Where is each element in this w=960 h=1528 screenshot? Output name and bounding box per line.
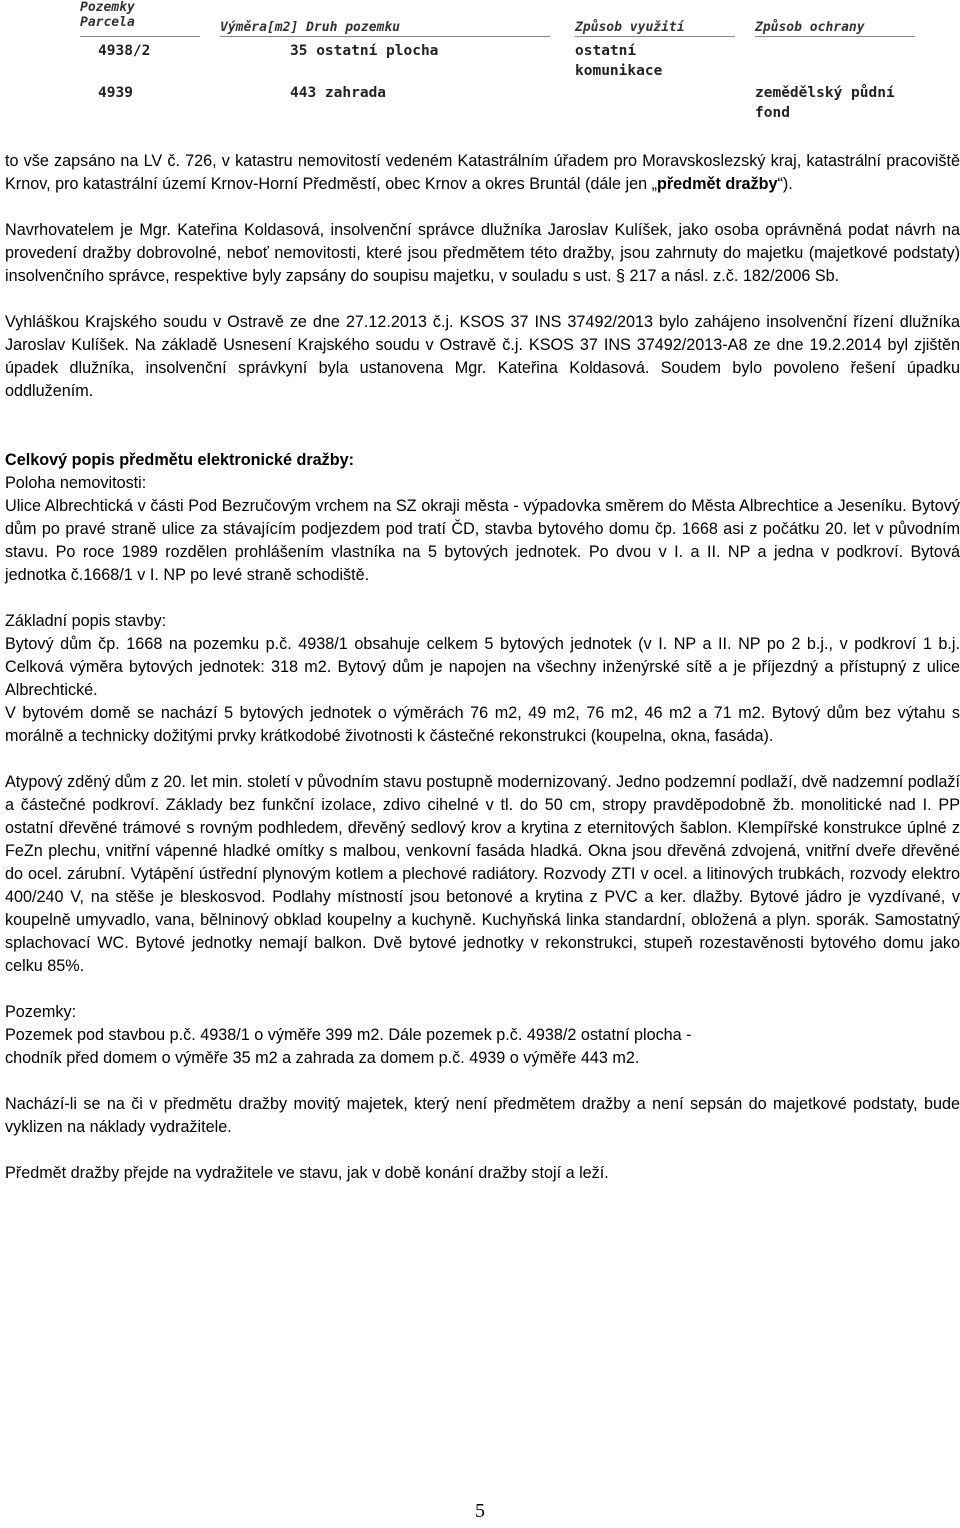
row2-ochrana-2: fond [755, 105, 790, 121]
page-number: 5 [475, 1500, 485, 1522]
row1-parcela: 4938/2 [98, 43, 151, 59]
construction-paragraph: Atypový zděný dům z 20. let min. století v původním stavu postupně modernizovaný. Jedno podzemní podlaží, dvě nadzemní podlaží a částečné podkroví. Základy bez funkční izolace, zdivo cihelné v tl. do 50 cm, stropy pravděpodobně žb. monolitické nad I. PP ostatní dřevěné trámové s rovným podhledem, dřevěný sedlový krov a krytina z eternitových šablon. Klempířské konstrukce úplné z FeZn plechu, vnitřní vápenné hladké omítky s malbou, venkovní fasáda hladká. Okna jsou dřevěná zdvojená, vnitřní dveře dřevěné do ocel. zárubní. Vytápění ústřední plynovým kotlem a plechové radiátory. Rozvody ZTI v ocel. a litinových trubkách, rozvody elektro 400/240 V, na stěše je bleskosvod. Podlahy místností jsou betonové a krytina z PVC a ker. dlažby. Bytové jádro je vyzdívané, v koupelně umyvadlo, vana, bělninový obklad koupelny a kuchyně. Kuchyňská linka standardní, obložená a plyn. sporák. Samostatný splachovací WC. Bytové jednotky nemají balkon. Dvě bytové jednotky v rekonstrukci, stupeň rozestavěnosti bytového domu jako celku 85%. [5, 773, 960, 975]
plots-label: Pozemky: [5, 1003, 77, 1021]
registry-text: to vše zapsáno na LV č. 726, v katastru nemovitostí vedeném Katastrálním úřadem pro Moravskoslezský kraj, katastrální pracoviště Krnov, pro katastrální území Krnov-Horní Předměstí, obec Krnov a okres Bruntál (dále jen „ [5, 152, 960, 193]
row2-vymera-druh: 443 zahrada [290, 85, 387, 101]
building-paragraph: Bytový dům čp. 1668 na pozemku p.č. 4938/1 obsahuje celkem 5 bytových jednotek (v I. NP a II. NP po 2 b.j., v podkroví 1 b.j. Celková výměra bytových jednotek: 318 m2. Bytový dům je napojen na všechny inženýrské sítě a je příjezdný a přístupný z ulice Albrechtické. [5, 635, 960, 699]
registry-text-end: “). [777, 175, 793, 193]
plots-line-2: chodník před domem o výměře 35 m2 a zahrada za domem p.č. 4939 o výměře 443 m2. [5, 1049, 640, 1067]
row2-ochrana-1: zemědělský půdní [755, 85, 895, 101]
building-label: Základní popis stavby: [5, 612, 167, 630]
header-pozemky: Pozemky [80, 0, 135, 15]
header-zpusob-vyuziti: Způsob využití [575, 20, 685, 35]
document-body [5, 150, 960, 1185]
insolvency-paragraph: Vyhláškou Krajského soudu v Ostravě ze dne 27.12.2013 č.j. KSOS 37 INS 37492/2013 bylo zahájeno insolvenční řízení dlužníka Jaroslav Kulíšek. Na základě Usnesení Krajského soudu v Ostravě č.j. KSOS 37 INS 37492/2013-A8 ze dne 19.2.2014 byl zjištěn úpadek dlužníka, insolvenční správkyní byla ustanovena Mgr. Kateřina Koldasová. Soudem bylo povoleno řešení úpadku oddlužením. [5, 313, 960, 400]
auction-subject-term: předmět dražby [656, 175, 778, 193]
petitioner-paragraph: Navrhovatelem je Mgr. Kateřina Koldasová, insolvenční správce dlužníka Jaroslav Kulíšek, jako osoba oprávněná podat návrh na provedení dražby dobrovolné, neboť nemovitosti, které jsou předmětem této dražby, jsou zahrnuty do majetku (majetkové podstaty) insolvenčního správce, respektive byly zapsány do soupisu majetku, v souladu s ust. § 217 a násl. z.č. 182/2006 Sb. [5, 221, 960, 285]
plots-line-1: Pozemek pod stavbou p.č. 4938/1 o výměře 399 m2. Dále pozemek p.č. 4938/2 ostatní plocha - [5, 1026, 692, 1044]
land-table-image [70, 0, 930, 128]
header-underline [575, 36, 735, 37]
header-underline [80, 36, 200, 37]
registry-paragraph [5, 150, 960, 196]
row2-parcela: 4939 [98, 85, 133, 101]
header-underline [755, 36, 915, 37]
movables-paragraph: Nachází-li se na či v předmětu dražby movitý majetek, který není předmětem dražby a není sepsán do majetkové podstaty, bude vyklizen na náklady vydražitele. [5, 1095, 960, 1136]
header-parcela: Parcela [80, 15, 135, 30]
section-title: Celkový popis předmětu elektronické dražby: [5, 451, 355, 469]
header-vymera-druh: Výměra[m2] Druh pozemku [220, 20, 401, 35]
row1-vymera-druh: 35 ostatní plocha [290, 43, 439, 59]
row1-vyuziti-1: ostatní [575, 43, 637, 59]
final-paragraph: Předmět dražby přejde na vydražitele ve stavu, jak v době konání dražby stojí a leží. [5, 1164, 609, 1182]
building-units-paragraph: V bytovém domě se nachází 5 bytových jednotek o výměrách 76 m2, 49 m2, 76 m2, 46 m2 a 71 m2. Bytový dům bez výtahu s morálně a technicky dožitými prvky krátkodobé životnosti k částečné rekonstrukci (koupelna, okna, fasáda). [5, 704, 960, 745]
location-label: Poloha nemovitosti: [5, 474, 147, 492]
row1-vyuziti-2: komunikace [575, 63, 663, 79]
header-zpusob-ochrany: Způsob ochrany [755, 20, 865, 35]
header-underline [220, 36, 550, 37]
location-paragraph: Ulice Albrechtická v části Pod Bezručovým vrchem na SZ okraji města - výpadovka směrem do Města Albrechtice a Jeseníku. Bytový dům po pravé straně ulice za stávajícím podjezdem pod tratí ČD, stavba bytového domu čp. 1668 asi z počátku 20. let v původním stavu. Po roce 1989 rozdělen prohlášením vlastníka na 5 bytových jednotek. Po dvou v I. a II. NP a jedna v podkroví. Bytová jednotka č.1668/1 v I. NP po levé straně schodiště. [5, 497, 960, 584]
